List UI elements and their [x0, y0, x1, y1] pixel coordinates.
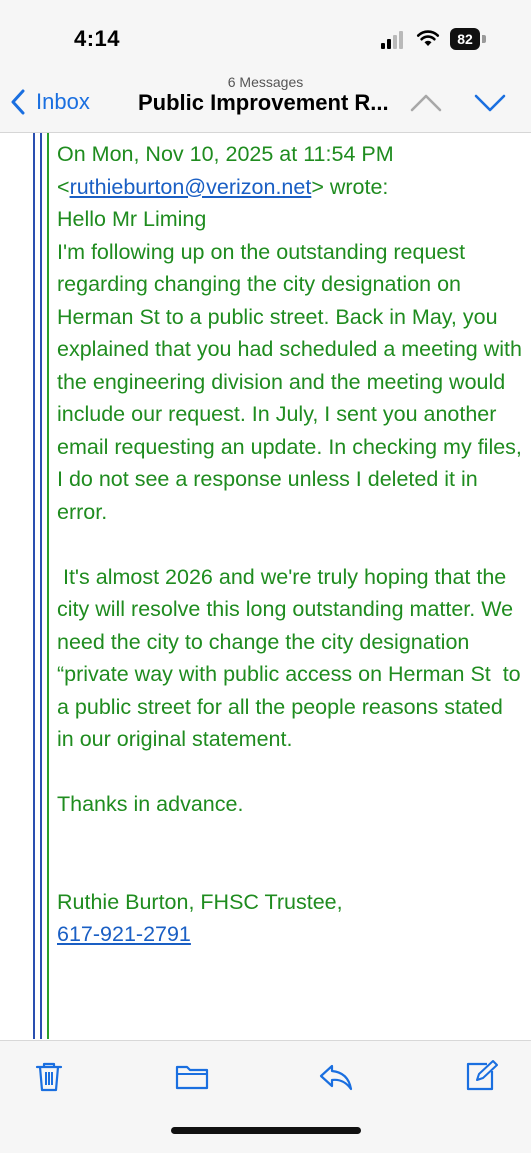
email-body: [57, 138, 527, 951]
reply-icon: [318, 1059, 354, 1093]
quote-bars: [0, 133, 60, 1039]
trash-icon: [31, 1059, 67, 1093]
header-close: > wrote:: [311, 174, 389, 199]
chevron-left-icon: [10, 89, 26, 115]
greeting: Hello Mr Liming: [57, 207, 207, 231]
thanks-line: Thanks in advance.: [57, 792, 244, 816]
nav-bar: [0, 72, 531, 133]
back-label: Inbox: [36, 89, 90, 114]
quote-header-sender: [57, 171, 522, 204]
next-message-button[interactable]: [472, 90, 508, 116]
cellular-signal-icon: [381, 31, 407, 49]
header-open: <: [57, 174, 70, 199]
sender-email-link[interactable]: ruthieburton@verizon.net: [69, 174, 312, 199]
battery-tip: [482, 35, 486, 43]
wifi-icon: [416, 28, 440, 48]
move-to-folder-button[interactable]: [174, 1059, 210, 1093]
battery-icon: 82: [450, 28, 480, 50]
status-bar: [0, 0, 531, 72]
message-count: 6 Messages: [227, 74, 304, 90]
email-subject: Public Improvement R...: [138, 90, 389, 115]
quote-bar: [40, 133, 42, 1039]
paragraph-1: I'm following up on the outstanding request regarding changing the city designation on Herman St to a public street. Back in May, you explained that you had scheduled a meeting with the engineering division and the meeting would include our request. In July, I sent you another email requesting an update. In checking my files, I do not see a response unless I deleted it in error.: [57, 239, 522, 524]
phone-line: [57, 918, 522, 951]
quote-header-date: On Mon, Nov 10, 2025 at 11:54 PM: [57, 142, 394, 166]
paragraph-2: It's almost 2026 and we're truly hoping that the city will resolve this long outstanding matter. We need the city to change the city designation “private way with public access on Herman St to a public street for all the people reasons stated in our original statement.: [57, 564, 527, 751]
reply-button[interactable]: [318, 1059, 354, 1093]
phone-link[interactable]: 617-921-2791: [57, 922, 191, 946]
status-time: 4:14: [74, 26, 121, 51]
compose-button[interactable]: [463, 1059, 499, 1093]
quote-bar: [33, 133, 35, 1039]
back-button[interactable]: [10, 86, 90, 118]
compose-icon: [463, 1059, 499, 1093]
signature: Ruthie Burton, FHSC Trustee,: [57, 889, 343, 914]
delete-button[interactable]: [31, 1059, 67, 1093]
previous-message-button[interactable]: [408, 90, 444, 116]
bottom-toolbar: [0, 1040, 531, 1153]
quote-bar: [47, 133, 49, 1039]
home-indicator: [171, 1127, 361, 1134]
folder-icon: [174, 1059, 210, 1093]
